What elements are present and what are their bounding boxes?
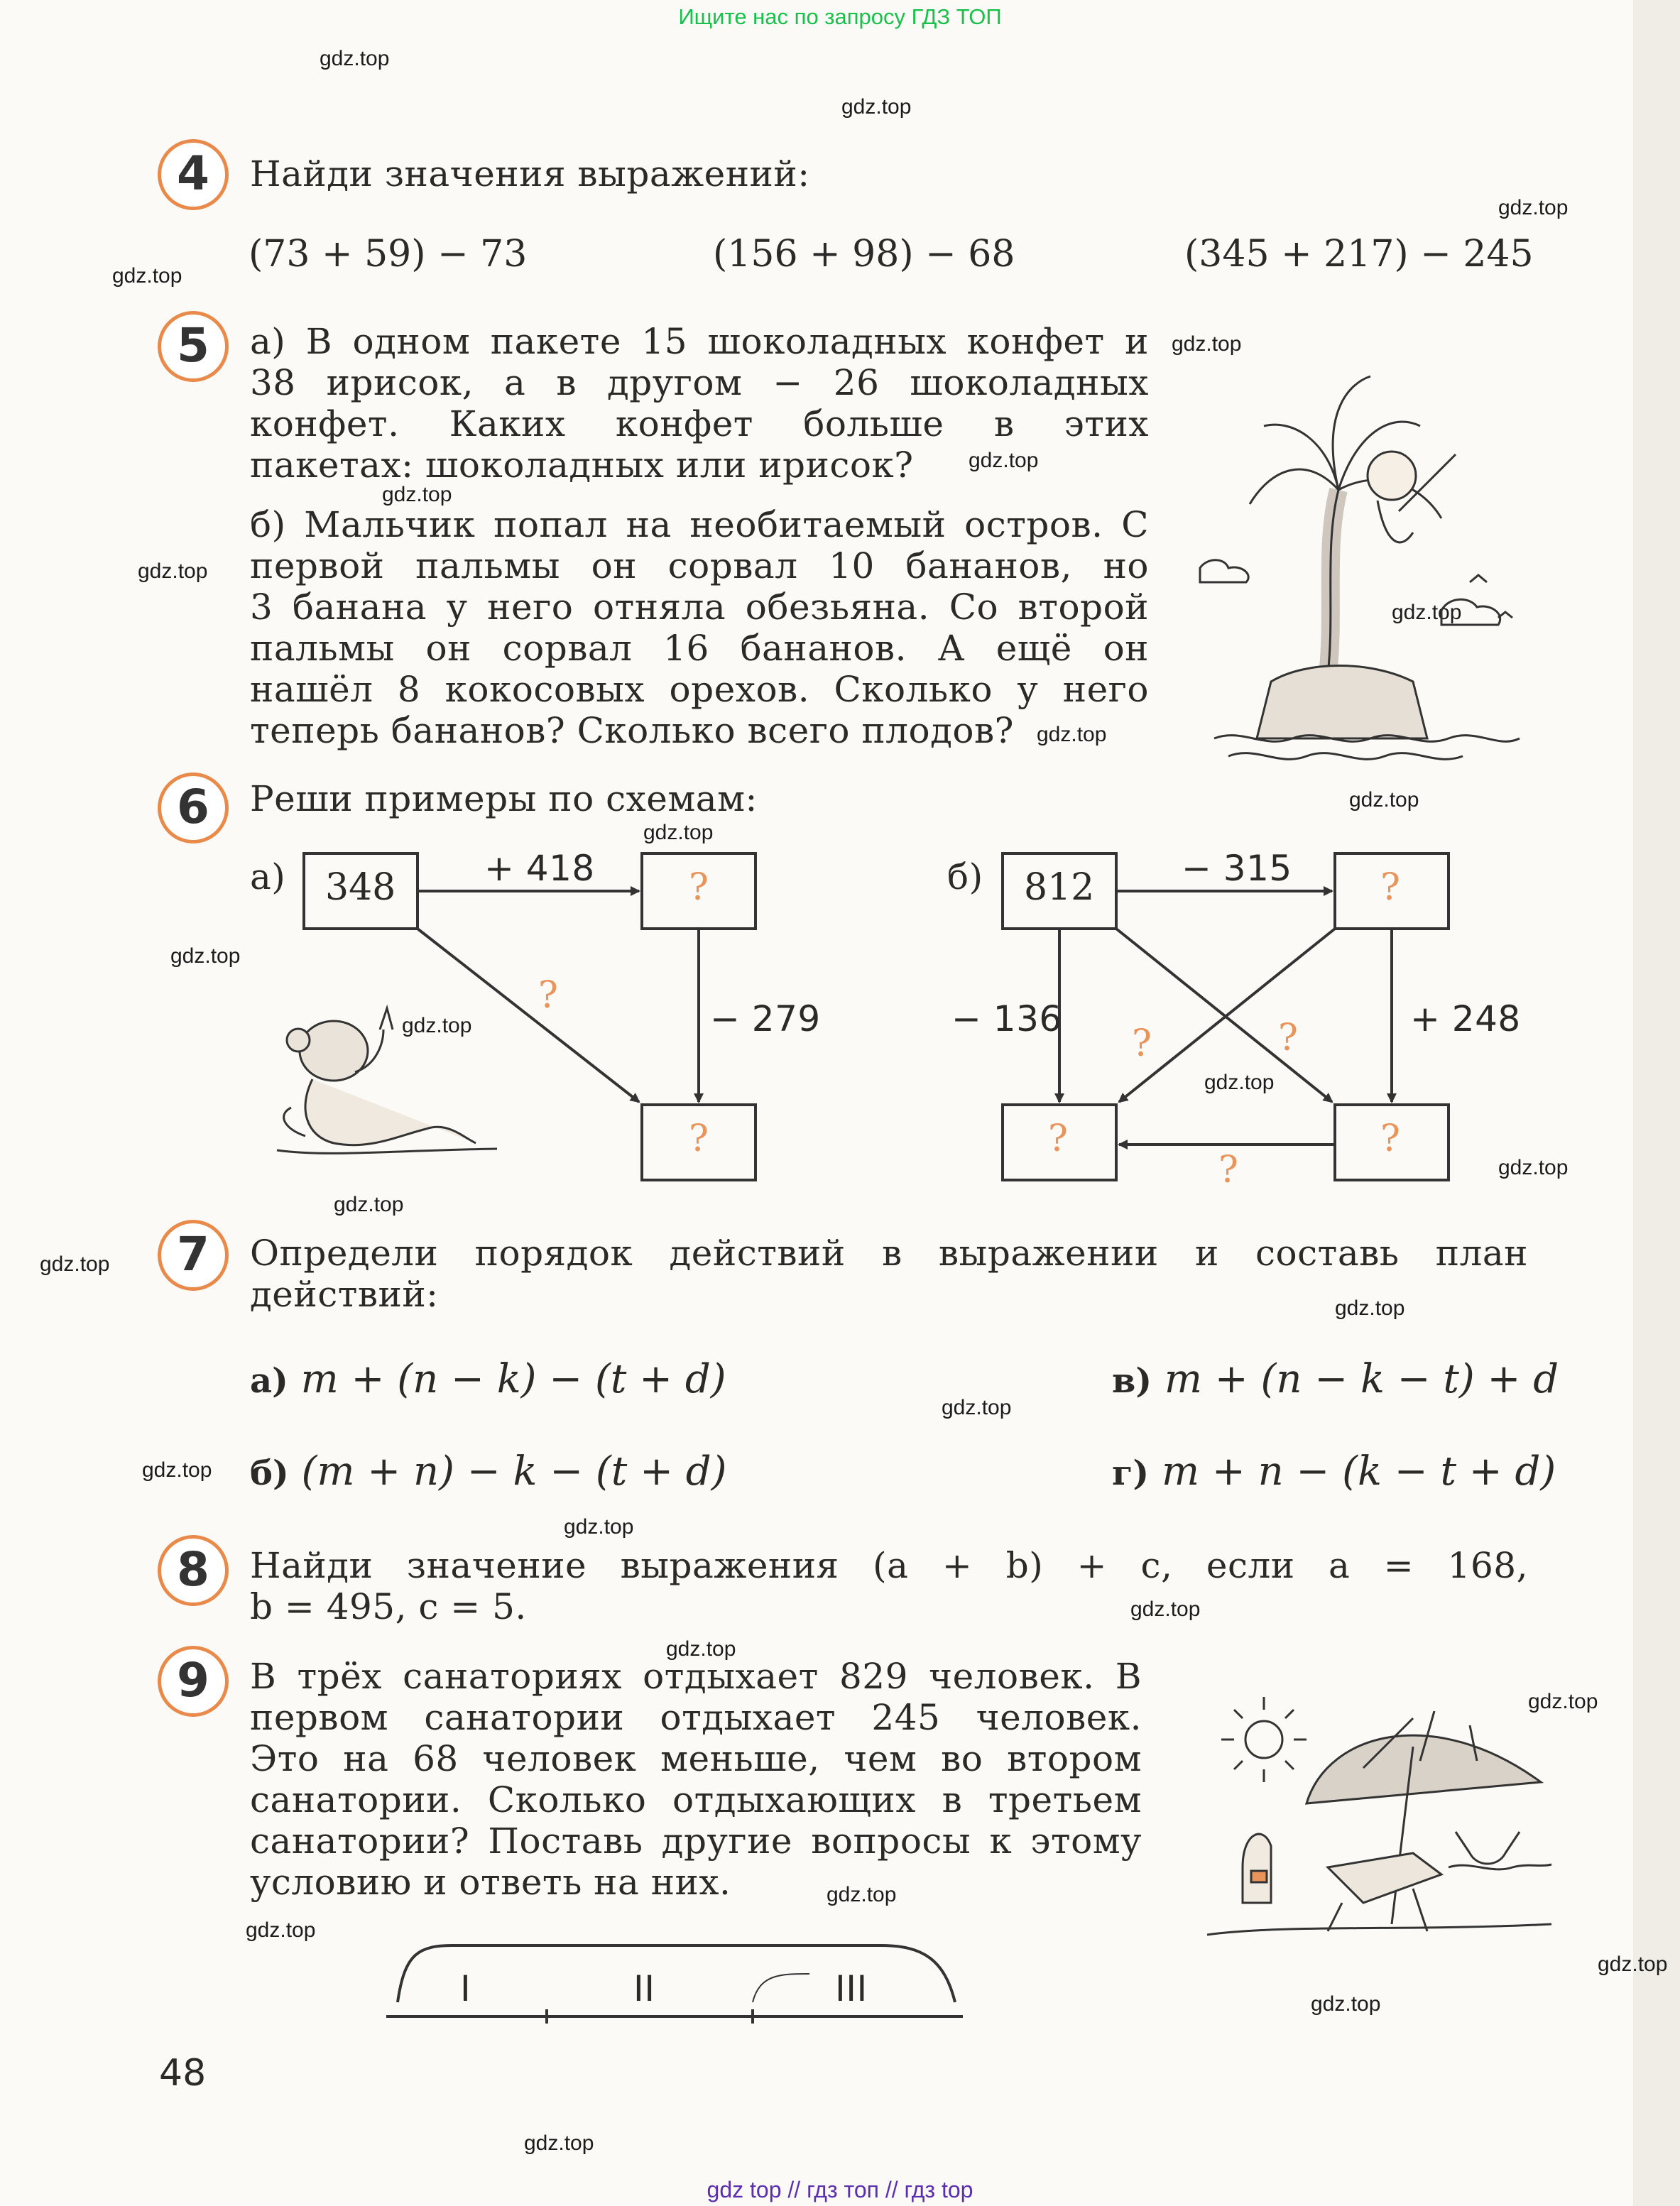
- text-line: Это на 68 человек меньше, чем во втором: [250, 1738, 1142, 1779]
- watermark: gdz.top: [1311, 1992, 1381, 2016]
- watermark: gdz.top: [1349, 788, 1419, 812]
- watermark: gdz.top: [1598, 1953, 1668, 1976]
- question-mark: ?: [1380, 1118, 1400, 1160]
- expression: (m + n) − k − (t + d): [301, 1448, 727, 1495]
- watermark: gdz.top: [524, 2131, 594, 2155]
- task-7a: [250, 1356, 726, 1402]
- scheme-a-label: а): [250, 856, 286, 897]
- scheme-a-op-down: − 279: [710, 998, 821, 1039]
- task-number-badge: 5: [158, 311, 229, 382]
- item-label: г): [1112, 1453, 1150, 1493]
- watermark: gdz.top: [1498, 1156, 1569, 1179]
- text-line: конфет. Каких конфет больше в этих: [250, 403, 1149, 444]
- task-7v: [1112, 1356, 1559, 1402]
- watermark: gdz.top: [841, 95, 912, 119]
- question-mark: ?: [1380, 866, 1400, 909]
- watermark: gdz.top: [1498, 196, 1569, 219]
- text-line: Найди значение выражения (a + b) + c, если a = 168,: [250, 1545, 1528, 1586]
- watermark: gdz.top: [942, 1396, 1012, 1419]
- text-line: первом санатории отдыхает 245 человек.: [250, 1697, 1142, 1738]
- scheme-b-op-right: − 315: [1182, 848, 1292, 889]
- question-mark: ?: [1048, 1118, 1068, 1160]
- task-6-prompt: Реши примеры по схемам:: [250, 778, 758, 819]
- task-7-prompt: [250, 1233, 1528, 1315]
- beach-umbrella-illustration: [1200, 1690, 1555, 1945]
- text-line: нашёл 8 кокосовых орехов. Сколько у него: [250, 669, 1149, 710]
- scheme-b-start-value: 812: [1024, 866, 1095, 909]
- watermark: gdz.top: [564, 1515, 634, 1539]
- segment-diagram: [383, 1910, 973, 2038]
- expression: m + (n − k) − (t + d): [300, 1356, 726, 1402]
- task-number-badge: 4: [158, 139, 229, 210]
- watermark: gdz.top: [1037, 723, 1107, 746]
- watermark: gdz.top: [320, 47, 390, 70]
- segment-label-2: II: [633, 1968, 655, 2009]
- text-line: В трёх санаториях отдыхает 829 человек. В: [250, 1656, 1142, 1697]
- text-line: b = 495, c = 5.: [250, 1586, 527, 1627]
- watermark: gdz.top: [666, 1637, 736, 1661]
- watermark: gdz.top: [969, 449, 1039, 472]
- watermark: gdz.top: [382, 483, 452, 506]
- text-line: первой пальмы он сорвал 10 бананов, но: [250, 545, 1149, 586]
- scheme-b-op-left-down: − 136: [951, 998, 1062, 1039]
- watermark: gdz.top: [1204, 1071, 1275, 1094]
- expression: m + (n − k − t) + d: [1164, 1356, 1559, 1402]
- text-line: санатории? Поставь другие вопросы к этому: [250, 1820, 1142, 1862]
- watermark: gdz.top: [402, 1014, 472, 1037]
- task-7b: [250, 1448, 726, 1495]
- scheme-a-op-right: + 418: [484, 848, 595, 889]
- question-mark: ?: [1278, 1017, 1298, 1059]
- scheme-b-label: б): [947, 856, 983, 897]
- footer-links[interactable]: gdz top // гдз топ // гдз top: [707, 2177, 973, 2202]
- text-line: пакетах: шоколадных или ирисок?: [250, 444, 914, 486]
- watermark: gdz.top: [827, 1883, 897, 1906]
- watermark: gdz.top: [1172, 332, 1242, 356]
- task-number-badge: 8: [158, 1535, 229, 1606]
- task-4-expression: (156 + 98) − 68: [713, 233, 1015, 275]
- text-line: санатории. Сколько отдыхающих в третьем: [250, 1779, 1142, 1820]
- task-8-text: [250, 1545, 1528, 1627]
- text-line: 3 банана у него отняла обезьяна. Со второй: [250, 586, 1149, 628]
- question-mark: ?: [689, 866, 709, 909]
- text-line: 38 ирисок, а в другом − 26 шоколадных: [250, 362, 1149, 403]
- question-mark: ?: [689, 1118, 709, 1160]
- watermark: gdz.top: [170, 944, 241, 968]
- segment-label-1: I: [460, 1968, 471, 2009]
- page-number: 48: [159, 2052, 207, 2095]
- item-label: в): [1112, 1361, 1152, 1401]
- item-label: а): [250, 1361, 288, 1401]
- question-mark: ?: [1132, 1022, 1152, 1065]
- text-line: действий:: [250, 1274, 439, 1315]
- expression: m + n − (k − t + d): [1161, 1448, 1556, 1495]
- scheme-a-start-value: 348: [325, 866, 396, 909]
- text-line: Определи порядок действий в выражении и составь план: [250, 1233, 1528, 1274]
- text-line: а) В одном пакете 15 шоколадных конфет и: [250, 321, 1149, 362]
- monkey-illustration: [277, 1008, 497, 1153]
- task-4-prompt: Найди значения выражений:: [250, 153, 810, 195]
- task-number-badge: 7: [158, 1220, 229, 1291]
- search-hint-link[interactable]: Ищите нас по запросу ГДЗ ТОП: [678, 4, 1002, 29]
- segment-label-3: III: [835, 1968, 868, 2009]
- scheme-b-op-right-down: + 248: [1410, 998, 1521, 1039]
- watermark: gdz.top: [1392, 601, 1462, 624]
- task-9-text: [250, 1656, 1142, 1903]
- watermark: gdz.top: [40, 1252, 110, 1276]
- watermark: gdz.top: [112, 264, 182, 288]
- watermark: gdz.top: [1335, 1296, 1405, 1320]
- text-line: условию и ответь на них.: [250, 1862, 731, 1903]
- question-mark: ?: [538, 974, 558, 1017]
- task-4-expression: (73 + 59) − 73: [249, 233, 528, 275]
- watermark: gdz.top: [1130, 1598, 1201, 1621]
- watermark: gdz.top: [1528, 1690, 1598, 1713]
- watermark: gdz.top: [246, 1918, 316, 1942]
- watermark: gdz.top: [138, 559, 208, 583]
- text-line: пальмы он сорвал 16 бананов. А ещё он: [250, 628, 1149, 669]
- question-mark: ?: [1218, 1149, 1238, 1191]
- task-4-expression: (345 + 217) − 245: [1184, 233, 1534, 275]
- task-7g: [1112, 1448, 1556, 1495]
- text-line: б) Мальчик попал на необитаемый остров. С: [250, 504, 1149, 545]
- task-number-badge: 9: [158, 1646, 229, 1717]
- task-number-badge: 6: [158, 772, 229, 843]
- watermark: gdz.top: [334, 1193, 404, 1216]
- watermark: gdz.top: [643, 821, 714, 844]
- watermark: gdz.top: [142, 1458, 212, 1482]
- text-line: теперь бананов? Сколько всего плодов?: [250, 710, 1014, 751]
- item-label: б): [250, 1453, 289, 1493]
